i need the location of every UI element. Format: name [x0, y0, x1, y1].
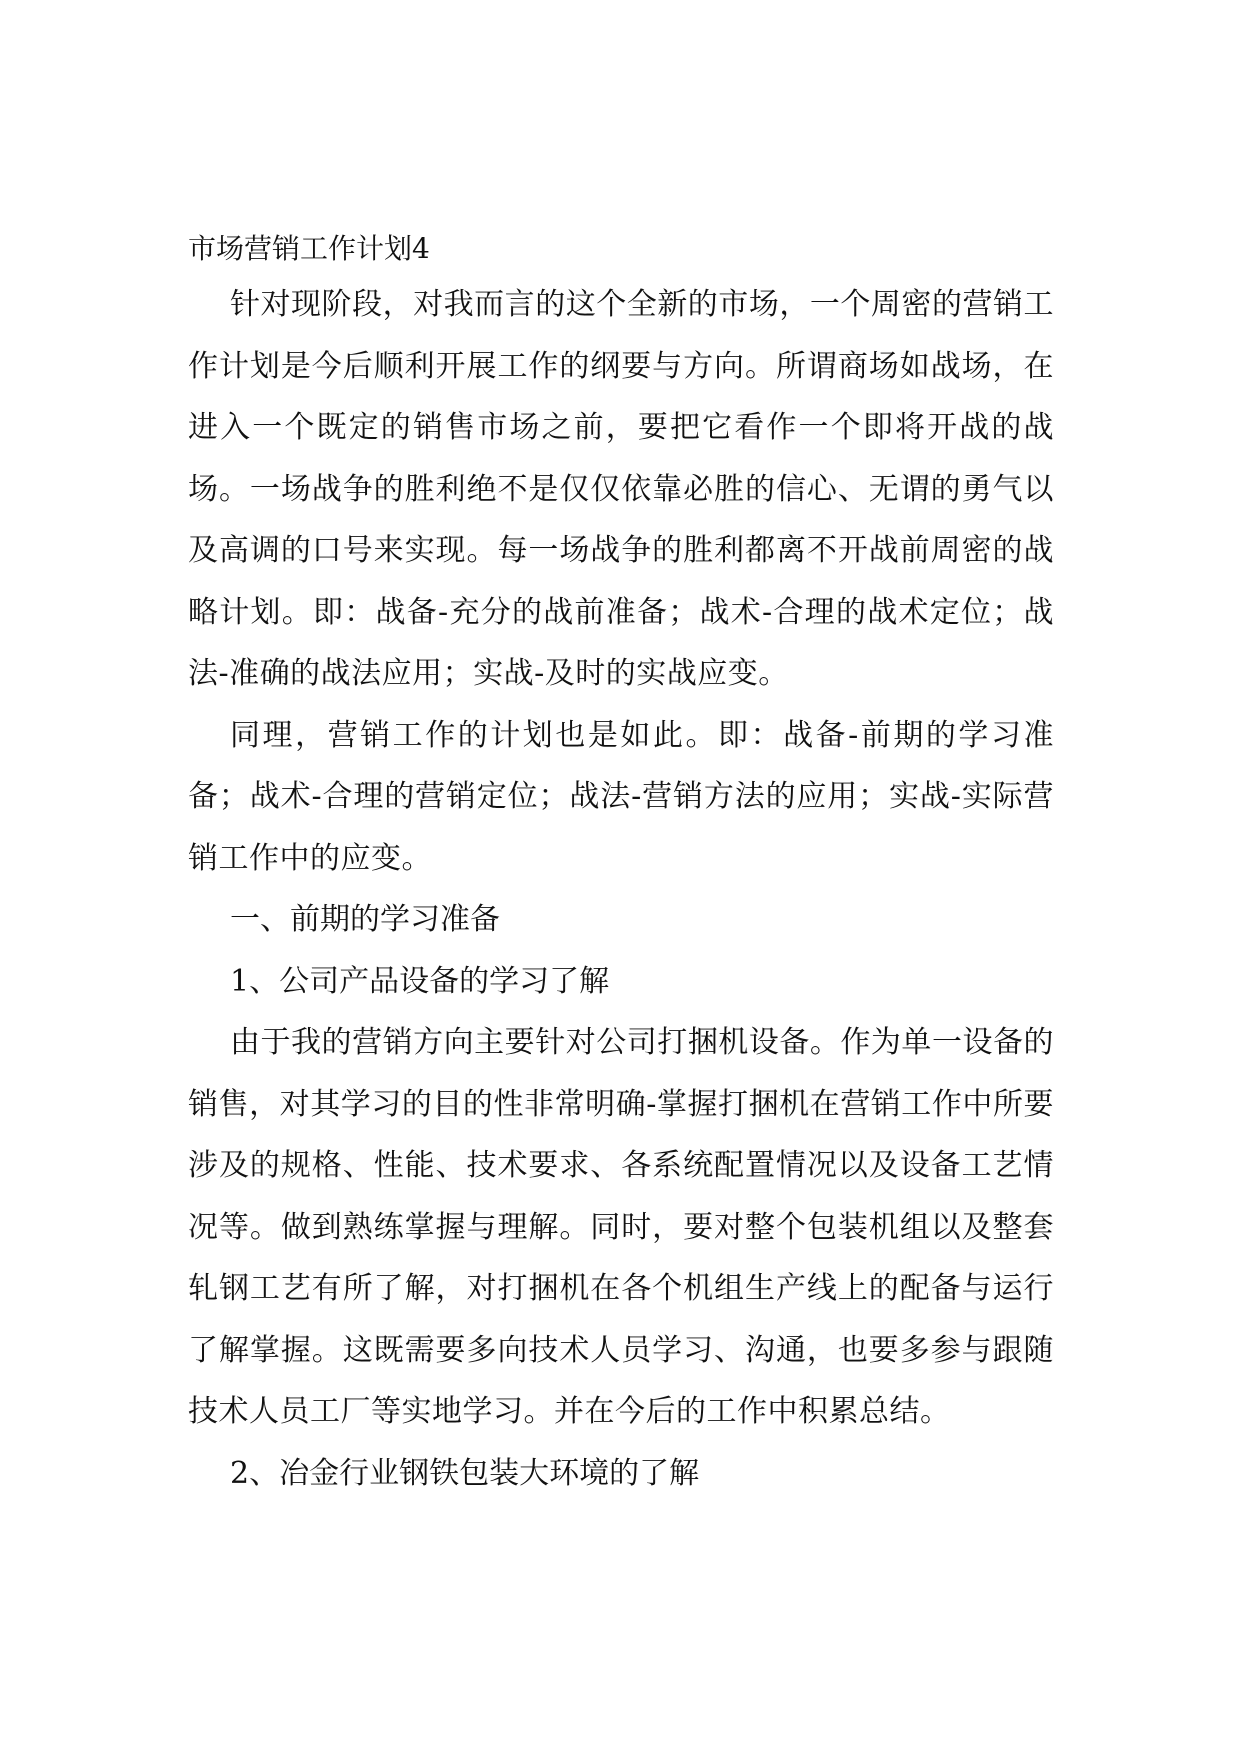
section-heading: 一、前期的学习准备 — [230, 902, 500, 937]
intro-paragraph: 针对现阶段，对我而言的这个全新的市场，一个周密的营销工作计划是今后顺利开展工作的纲要与方向。所谓商场如战场，在进入一个既定的销售市场之前，要把它看作一个即将开战的战场。一场战争的胜利绝不是仅仅依靠必胜的信心、无谓的勇气以及高调的口号来实现。每一场战争的胜利都离不开战前周密的战略计划。即：战备-充分的战前准备；战术-合理的战术定位；战法-准确的战法应用；实战-及时的实战应变。 — [188, 287, 1054, 691]
subsection-heading-2: 2、冶金行业钢铁包装大环境的了解 — [230, 1455, 700, 1491]
subsection-heading-1: 1、公司产品设备的学习了解 — [230, 963, 610, 999]
analogy-paragraph: 同理，营销工作的计划也是如此。即：战备-前期的学习准备；战术-合理的营销定位；战法-营销方法的应用；实战-实际营销工作中的应变。 — [188, 717, 1054, 876]
document-title: 市场营销工作计划4 — [188, 232, 430, 265]
product-learning-paragraph: 由于我的营销方向主要针对公司打捆机设备。作为单一设备的销售，对其学习的目的性非常明确-掌握打捆机在营销工作中所要涉及的规格、性能、技术要求、各系统配置情况以及设备工艺情况等。做到熟练掌握与理解。同时，要对整个包装机组以及整套轧钢工艺有所了解，对打捆机在各个机组生产线上的配备与运行了解掌握。这既需要多向技术人员学习、沟通，也要多参与跟随技术人员工厂等实地学习。并在今后的工作中积累总结。 — [188, 1025, 1054, 1429]
document-body — [188, 230, 1054, 1504]
